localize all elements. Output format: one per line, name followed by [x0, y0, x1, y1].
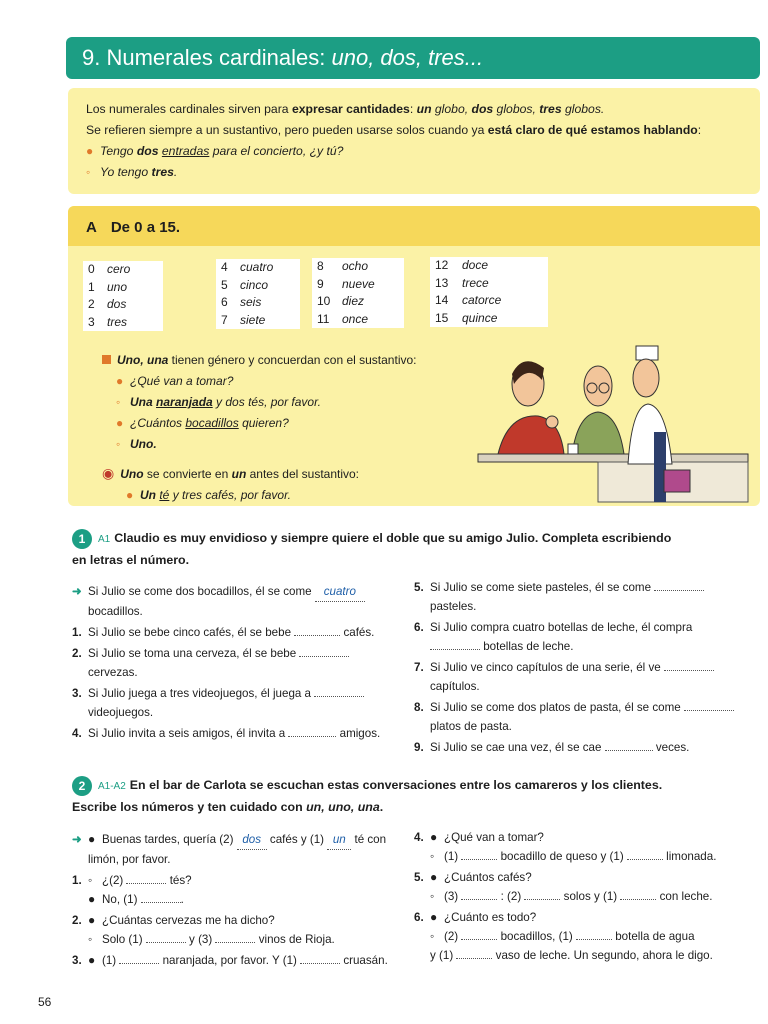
- answer-blank[interactable]: [461, 939, 497, 940]
- exercise-number-badge: 1: [72, 529, 92, 549]
- answer-blank[interactable]: [620, 899, 656, 900]
- arrow-right-icon: ➜: [72, 833, 82, 846]
- intro-example-1: ● Tengo dos entradas para el concierto, ¿y tú?: [86, 141, 742, 162]
- numbers-column-3: [312, 258, 404, 328]
- number-row: 12 doce: [435, 258, 489, 272]
- answer-blank[interactable]: dos: [237, 830, 267, 850]
- number-row: 6 seis: [221, 295, 262, 309]
- number-row: 10 diez: [317, 294, 365, 308]
- bullet-circle-icon: ◦: [116, 395, 121, 409]
- bullet-circle-icon: ◦: [430, 889, 435, 903]
- number-row: 14 catorce: [435, 293, 502, 307]
- exercise-item: 5. Si Julio se come siete pasteles, él se come pasteles.: [414, 578, 744, 616]
- answer-blank[interactable]: [576, 939, 612, 940]
- bullet-dot-icon: ●: [116, 374, 124, 388]
- answer-blank[interactable]: [461, 859, 497, 860]
- exercise-item: 8. Si Julio se come dos platos de pasta, él se come platos de pasta.: [414, 698, 744, 736]
- exercise-item: 7. Si Julio ve cinco capítulos de una serie, él ve capítulos.: [414, 658, 744, 696]
- page-number: 56: [38, 995, 52, 1009]
- section-a: [68, 206, 760, 506]
- answer-blank[interactable]: [299, 656, 349, 657]
- answer-blank[interactable]: [684, 710, 734, 711]
- answer-blank[interactable]: cuatro: [315, 582, 365, 602]
- exercise-item: 5. ● ¿Cuántos cafés? ◦ (3) : (2) solos y (1) con leche.: [414, 868, 754, 906]
- answer-blank[interactable]: [664, 670, 714, 671]
- bullet-circle-icon: ◦: [116, 437, 121, 451]
- exercise-item: 3. ● (1) naranjada, por favor. Y (1) cruasán.: [72, 951, 402, 970]
- answer-blank[interactable]: [119, 963, 159, 964]
- bullet-circle-icon: ◦: [86, 165, 91, 179]
- answer-blank[interactable]: [288, 736, 336, 737]
- bullet-dot-icon: ●: [86, 144, 94, 158]
- bar-scene-illustration: [468, 344, 760, 504]
- section-title: [66, 37, 760, 79]
- number-row: 7 siete: [221, 312, 266, 327]
- answer-blank[interactable]: [215, 942, 255, 943]
- section-title-italic: uno, dos, tres...: [331, 45, 484, 70]
- bullet-dot-icon: ●: [88, 832, 96, 846]
- bullet-dot-icon: ●: [430, 870, 438, 884]
- gender-example: ◦ Una naranjada y dos tés, por favor.: [102, 392, 462, 413]
- gender-agreement: [102, 350, 462, 506]
- exercise-item: 1. ◦ ¿(2) tés? ● No, (1) .: [72, 871, 402, 909]
- number-row: 4 cuatro: [221, 260, 274, 274]
- exercise-1-title: 1 A1 Claudio es muy envidioso y siempre quiere el doble que su amigo Julio. Completa escribiendo en letras el número.: [72, 528, 752, 570]
- number-row: 13 trece: [435, 275, 489, 290]
- exercise-item: 9. Si Julio se cae una vez, él se cae veces.: [414, 741, 690, 754]
- bullet-dot-icon: ●: [430, 910, 438, 924]
- section-number: 9.: [82, 45, 101, 70]
- answer-blank[interactable]: [456, 958, 492, 959]
- exercise-item: 1. Si Julio se bebe cinco cafés, él se bebe cafés.: [72, 626, 375, 639]
- exercise-item: 4. ● ¿Qué van a tomar? ◦ (1) bocadillo de queso y (1) limonada.: [414, 828, 754, 866]
- number-row: 9 nueve: [317, 276, 375, 291]
- number-row: 0 cero: [88, 262, 131, 276]
- exercise-2-right: [414, 828, 754, 967]
- number-row: 11 once: [317, 311, 369, 326]
- exercise-item: 6. ● ¿Cuánto es todo? ◦ (2) bocadillos, (1) botella de agua y (1) vaso de leche. Un segundo, ahora le digo.: [414, 910, 713, 962]
- bullet-circle-icon: ◦: [88, 932, 93, 946]
- answer-blank[interactable]: [654, 590, 704, 591]
- answer-blank[interactable]: [524, 899, 560, 900]
- number-row: 15 quince: [435, 310, 498, 325]
- bullet-dot-icon: ●: [88, 892, 96, 906]
- exercise-2-title: 2 A1-A2 En el bar de Carlota se escuchan estas conversaciones entre los camareros y los clientes. Escribe los números y ten cuidado con un, uno, una.: [72, 775, 752, 817]
- exercise-1-left: [72, 582, 402, 745]
- answer-blank[interactable]: [141, 902, 181, 903]
- bullet-circle-icon: ◦: [430, 929, 435, 943]
- answer-blank[interactable]: [461, 899, 497, 900]
- exercise-item: ➜ ● Buenas tardes, quería (2) dos cafés y (1) un té con limón, por favor.: [72, 830, 402, 869]
- answer-blank[interactable]: [314, 696, 364, 697]
- answer-blank[interactable]: [300, 963, 340, 964]
- exercise-1-right: [414, 578, 744, 759]
- number-row: 5 cinco: [221, 277, 269, 292]
- gender-example: ● ¿Cuántos bocadillos quieren?: [102, 413, 462, 434]
- bullet-circle-icon: ◦: [88, 873, 93, 887]
- answer-blank[interactable]: [605, 750, 653, 751]
- gender-example: ● ¿Qué van a tomar?: [102, 371, 462, 392]
- square-bullet-icon: [102, 355, 111, 364]
- bullet-dot-icon: ●: [116, 416, 124, 430]
- note-example: ● Un té y tres cafés, por favor.: [102, 485, 462, 506]
- numbers-column-2: [216, 259, 300, 329]
- number-row: 8 ocho: [317, 259, 369, 273]
- intro-line-1: Los numerales cardinales sirven para expresar cantidades: un globo, dos globos, tres globos.: [86, 102, 605, 116]
- exercise-item: 3. Si Julio juega a tres videojuegos, él juega a videojuegos.: [72, 684, 402, 722]
- exercise-2-left: [72, 830, 402, 972]
- answer-blank[interactable]: [126, 883, 166, 884]
- exercise-number-badge: 2: [72, 776, 92, 796]
- exercise-item: 2. Si Julio se toma una cerveza, él se bebe cervezas.: [72, 644, 402, 682]
- number-row: 2 dos: [88, 297, 127, 311]
- section-a-header: A De 0 a 15.: [68, 206, 760, 246]
- intro-example-2: ◦ Yo tengo tres.: [86, 162, 742, 183]
- answer-blank[interactable]: [146, 942, 186, 943]
- bullet-dot-icon: ●: [88, 913, 96, 927]
- answer-blank[interactable]: [294, 635, 340, 636]
- bullet-circle-icon: ◦: [430, 849, 435, 863]
- bullet-dot-icon: ●: [430, 830, 438, 844]
- exercise-item: ➜ Si Julio se come dos bocadillos, él se come cuatro bocadillos.: [72, 582, 402, 621]
- number-row: 3 tres: [88, 314, 128, 329]
- number-row: 1 uno: [88, 279, 128, 294]
- numbers-column-4: [430, 257, 548, 327]
- intro-box: [68, 88, 760, 194]
- gender-rule: Uno, una tienen género y concuerdan con el sustantivo:: [102, 350, 462, 371]
- answer-blank[interactable]: [430, 649, 480, 650]
- bullet-dot-icon: ●: [88, 953, 96, 967]
- numbers-column-1: [83, 261, 163, 331]
- exercise-item: 2. ● ¿Cuántas cervezas me ha dicho? ◦ Solo (1) y (3) vinos de Rioja.: [72, 911, 402, 949]
- note-line: ◉ Uno se convierte en un antes del sustantivo:: [102, 465, 360, 481]
- section-title-text: Numerales cardinales:: [106, 45, 326, 70]
- answer-blank[interactable]: un: [327, 830, 351, 850]
- gender-example: ◦ Uno.: [102, 434, 462, 455]
- intro-line-2: Se refieren siempre a un sustantivo, pero pueden usarse solos cuando ya está claro de qué estamos hablando:: [86, 123, 702, 137]
- arrow-right-icon: ➜: [72, 585, 82, 598]
- answer-blank[interactable]: [627, 859, 663, 860]
- exercise-item: 6. Si Julio compra cuatro botellas de leche, él compra botellas de leche.: [414, 621, 693, 653]
- exercise-item: 4. Si Julio invita a seis amigos, él invita a amigos.: [72, 727, 381, 740]
- bullet-dot-icon: ●: [126, 488, 134, 502]
- eye-icon: ◉: [102, 465, 115, 481]
